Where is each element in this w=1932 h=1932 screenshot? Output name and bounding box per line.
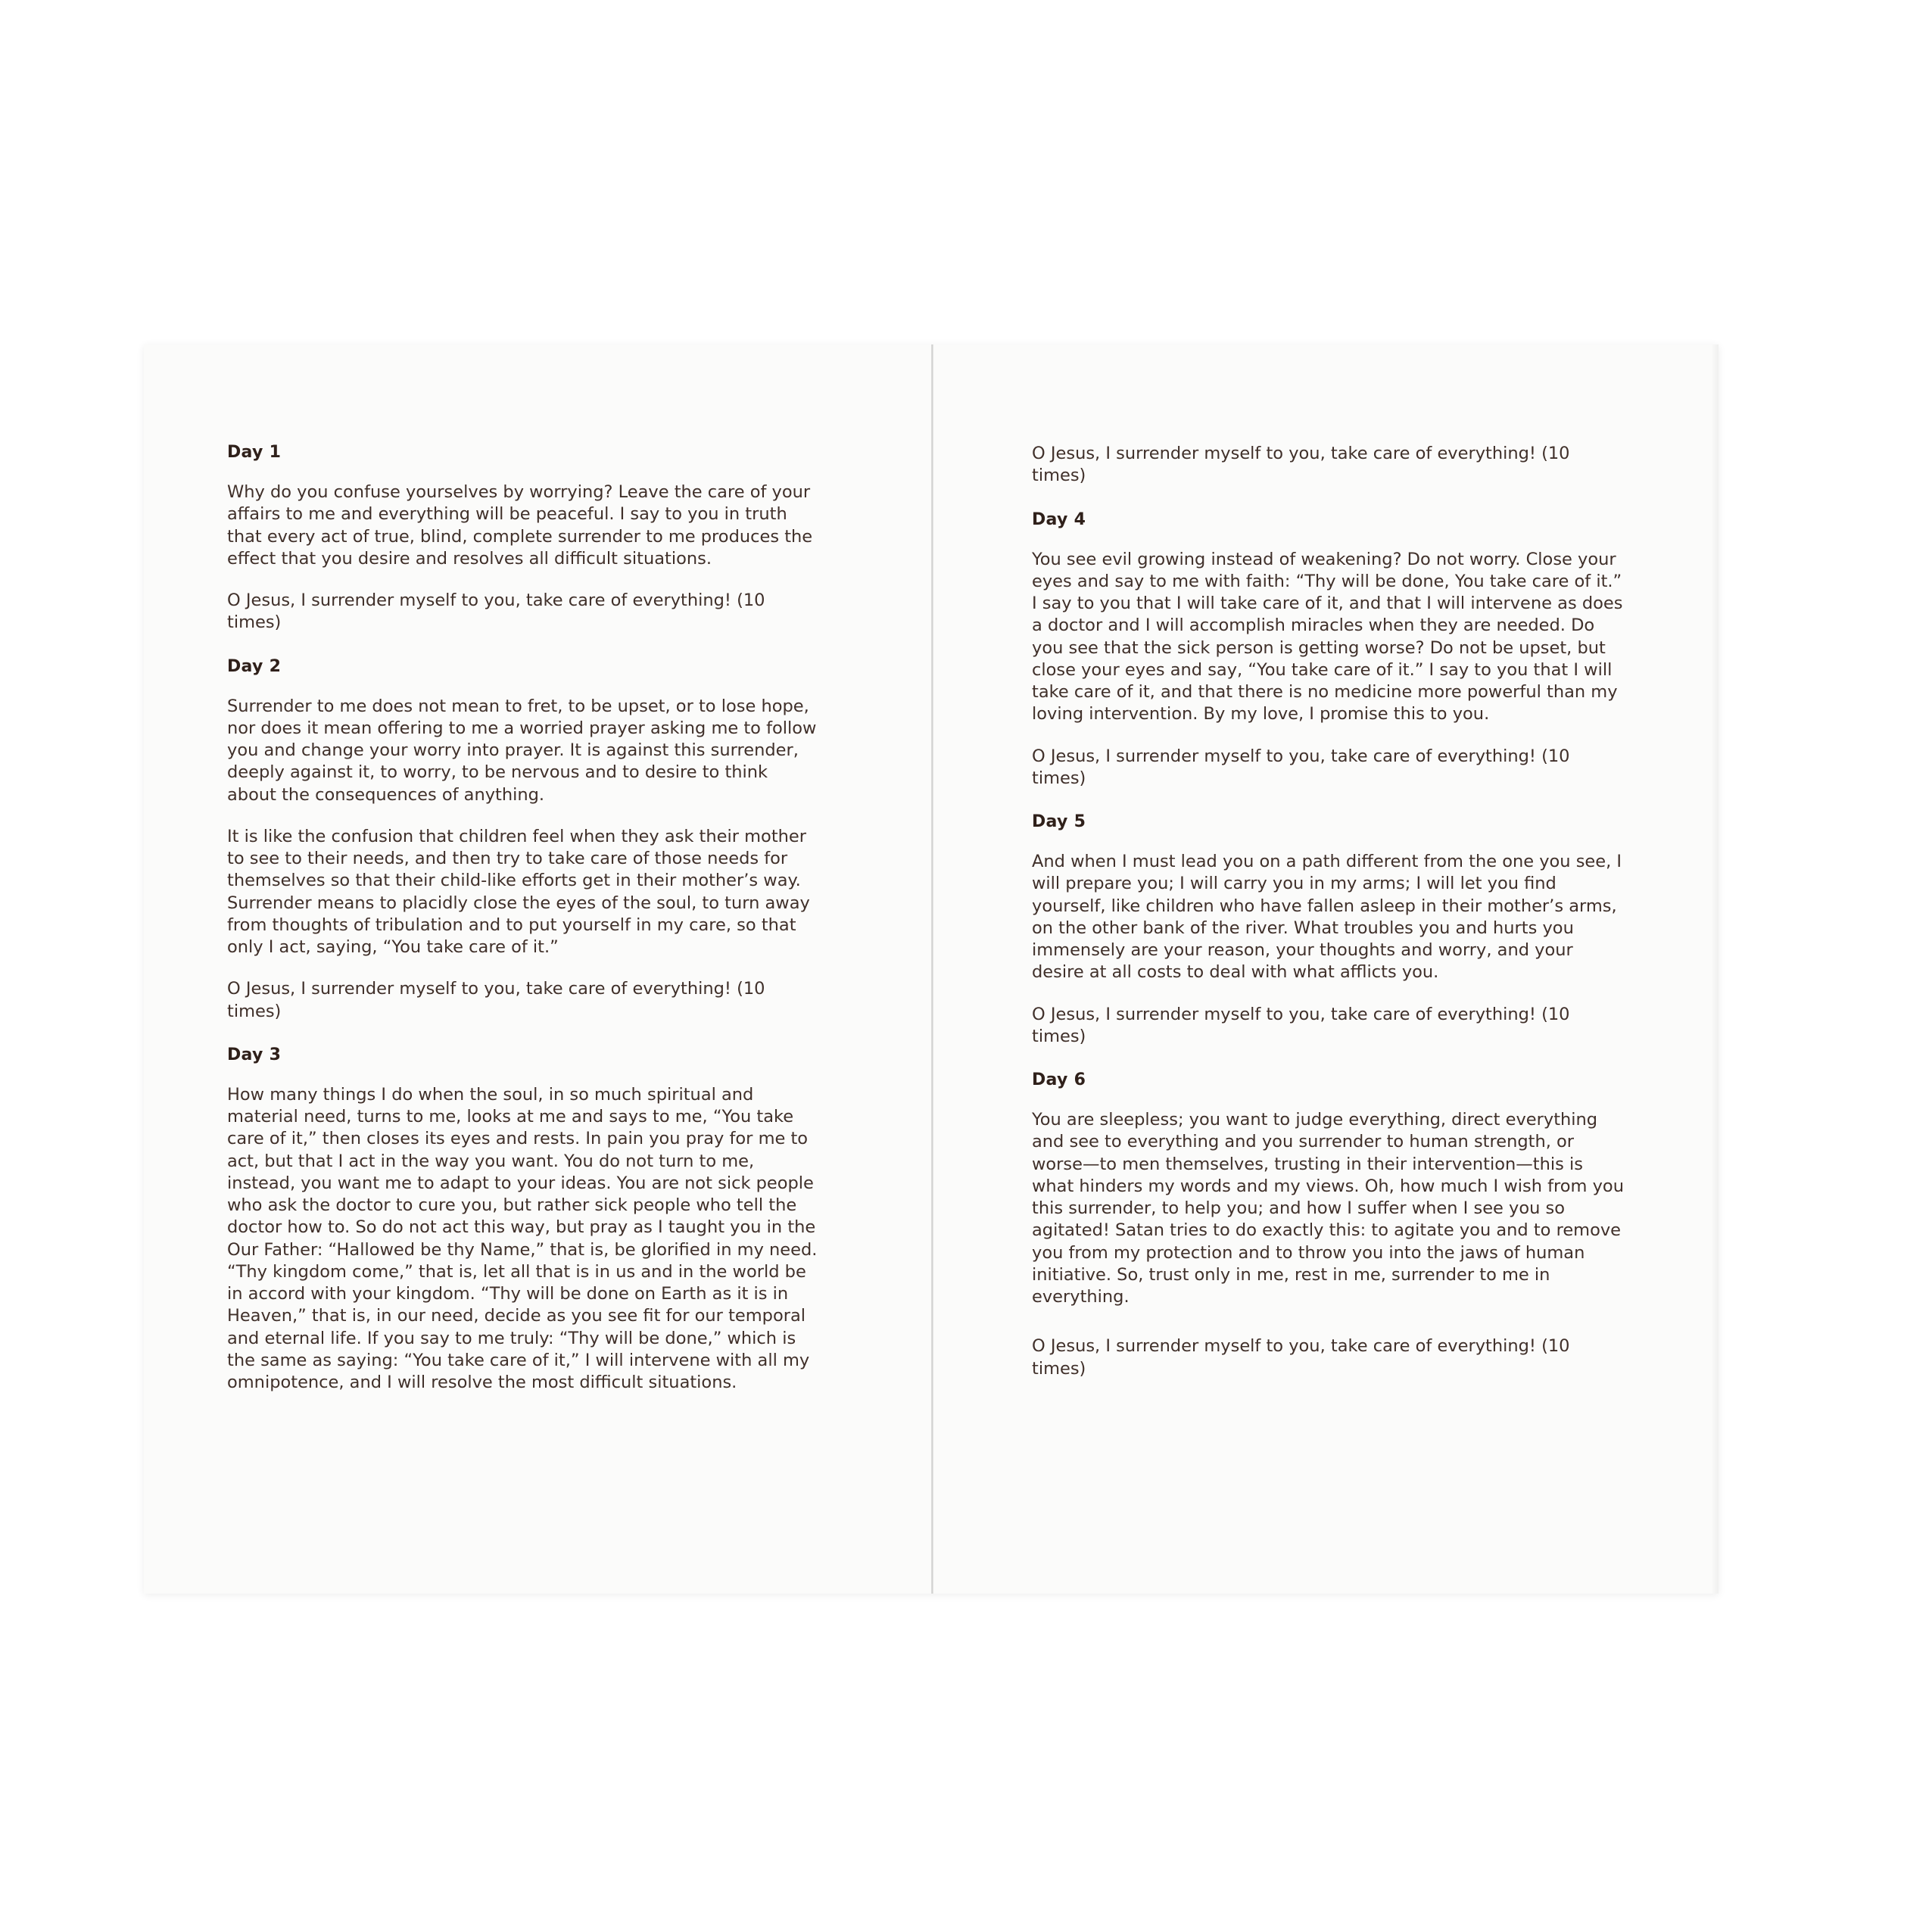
booklet-left-page [144, 344, 931, 1594]
day-3-prayer: O Jesus, I surrender myself to you, take care of everything! (10 times) [1032, 444, 1570, 486]
right-page-column [1032, 443, 1628, 1380]
day-2-prayer: O Jesus, I surrender myself to you, take care of everything! (10 times) [227, 979, 765, 1021]
day-4-text: You see evil growing instead of weakening? Do not worry. Close your eyes and say to me with faith: “Thy will be done, You take care of it.” I say to you that I will take care of it, and that I will intervene as does a doctor and I will accomplish miracles when they are needed. Do you see that the sick person is getting worse? Do not be upset, but close your eyes and say, “You take care of it.” I say to you that I will take care of it, and that there is no medicine more powerful than my loving intervention. By my love, I promise this to you. [1032, 549, 1623, 724]
open-booklet [144, 344, 1719, 1594]
day-5-prayer: O Jesus, I surrender myself to you, take care of everything! (10 times) [1032, 1004, 1570, 1046]
day-2-text-2: It is like the confusion that children feel when they ask their mother to see to their needs, and then try to take care of those needs for themselves so that their child-like efforts get in their mother’s way. Surrender means to placidly close the eyes of the soul, to turn away from thoughts of tribulation and to put yourself in my care, so that only I act, saying, “You take care of it.” [227, 826, 810, 957]
day-4-heading: Day 4 [1032, 509, 1086, 529]
day-1-prayer: O Jesus, I surrender myself to you, take care of everything! (10 times) [227, 591, 765, 633]
left-page-column [227, 443, 821, 1394]
day-5-heading: Day 5 [1032, 812, 1086, 831]
booklet-right-page [933, 344, 1719, 1594]
day-1-text: Why do you confuse yourselves by worrying? Leave the care of your affairs to me and everything will be peaceful. I say to you in truth that every act of true, blind, complete surrender to me produces the effect that you desire and resolves all difficult situations. [227, 482, 813, 569]
day-3-heading: Day 3 [227, 1045, 282, 1064]
day-4-prayer: O Jesus, I surrender myself to you, take care of everything! (10 times) [1032, 746, 1570, 788]
day-2-text-1: Surrender to me does not mean to fret, to be upset, or to lose hope, nor does it mean offering to me a worried prayer asking me to follow you and change your worry into prayer. It is against this surrender, deeply against it, to worry, to be nervous and to desire to think about the consequences of anything. [227, 696, 817, 805]
day-6-prayer: O Jesus, I surrender myself to you, take care of everything! (10 times) [1032, 1336, 1570, 1379]
day-6-heading: Day 6 [1032, 1070, 1086, 1089]
day-5-text: And when I must lead you on a path different from the one you see, I will prepare you; I will carry you in my arms; I will let you find yourself, like children who have fallen asleep in their mother’s arms, on the other bank of the river. What troubles you and hurts you immensely are your reason, your thoughts and worry, and your desire at all costs to deal with what afflicts you. [1032, 852, 1622, 983]
day-2-heading: Day 2 [227, 656, 282, 676]
day-1-heading: Day 1 [227, 443, 282, 462]
spacer [1032, 1328, 1628, 1335]
day-3-text: How many things I do when the soul, in so much spiritual and material need, turns to me, looks at me and says to me, “You take care of it,” then closes its eyes and rests. In pain you pray for me to act, but that I act in the way you want. You do not turn to me, instead, you want me to adapt to your ideas. You are not sick people who ask the doctor to cure you, but rather sick people who tell the doctor how to. So do not act this way, but pray as I taught you in the Our Father: “Hallowed be thy Name,” that is, be glorified in my need. “Thy kingdom come,” that is, let all that is in us and in the world be in accord with your kingdom. “Thy will be done on Earth as it is in Heaven,” that is, in our need, decide as you see fit for our temporal and eternal life. If you say to me truly: “Thy will be done,” which is the same as saying: “You take care of it,” I will intervene with all my omnipotence, and I will resolve the most difficult situations. [227, 1084, 818, 1392]
day-6-text: You are sleepless; you want to judge everything, direct everything and see to everything and you surrender to human strength, or worse—to men themselves, trusting in their intervention—this is what hinders my words and my views. Oh, how much I wish from you this surrender, to help you; and how I suffer when I see you so agitated! Satan tries to do exactly this: to agitate you and to remove you from my protection and to throw you into the jaws of human initiative. So, trust only in me, rest in me, surrender to me in everything. [1032, 1110, 1624, 1307]
